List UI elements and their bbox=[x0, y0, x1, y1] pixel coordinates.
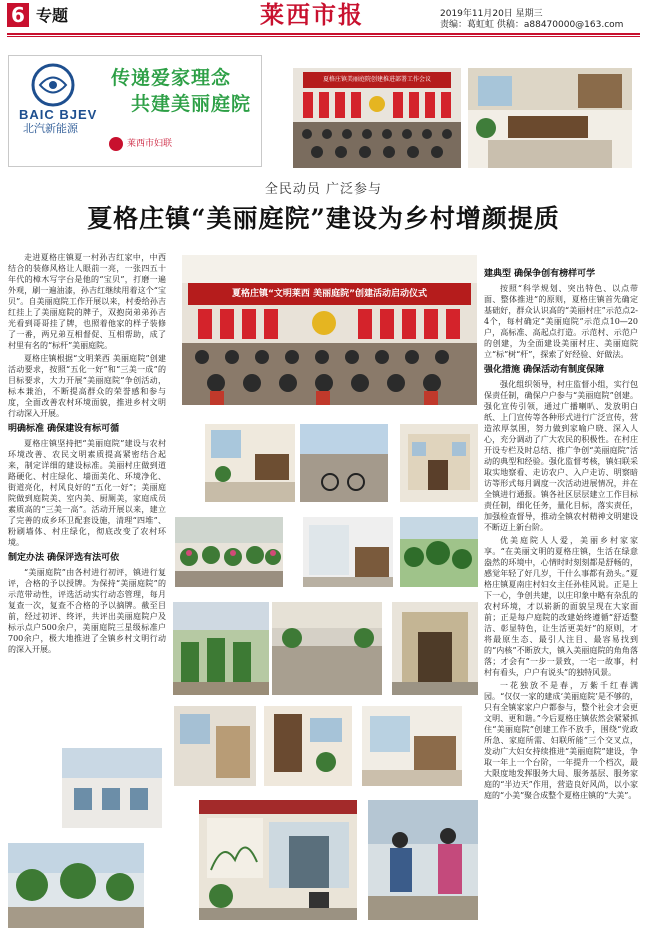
courtyard-photo-top bbox=[468, 68, 632, 168]
header-rule-thin bbox=[7, 36, 640, 37]
volunteers-photo bbox=[368, 800, 478, 920]
flower-pots-photo bbox=[175, 517, 283, 587]
launch-ceremony-photo bbox=[182, 255, 477, 405]
painted-wall-courtyard-photo bbox=[199, 800, 357, 920]
page-number: 6 bbox=[7, 3, 29, 27]
kitchen-photo bbox=[303, 517, 393, 587]
section-title: 专题 bbox=[36, 6, 69, 25]
paragraph: 按照“科学规划、突出特色、以点带面、整体推进”的原则，夏格庄镇首先确定基础好，群众认识高的“美丽村庄”示范点2-4个，每村确定“美丽庭院”示范点10—20户，高标准、高起点打造。示范村、示范户的创建，为全面建设美丽村庄、美丽庭院立“标”树“杆”，探索了好经验、好做法。 bbox=[484, 284, 638, 359]
paragraph: 优美庭院人人爱，美丽乡村家家享。“在美丽文明的夏格庄镇，生活在绿意盎然的环境中，心情时时刻刻都是舒畅的，感觉年轻了好几岁，干什么事都有劲头。”夏格庄镇夏南庄村妇女主任孙桂风说。正是上下一心，争创共建，以庄印象中略有杂乱的农村环境，才以崭新的面貌呈现在大家面前；正是每户庭院的改建始终遵循“舒适整洁、彰显特色，让生活更美好”的原则，才将最原生态、最引人注目、最容易找到的“内核”不断放大，镇入美丽庭院的角角落落；才会有“一步一景致，一宅一故事，村村有看头，户户有说头”的独特风景。 bbox=[484, 536, 638, 677]
ad-slogan-line1: 传递爱家理念 bbox=[111, 67, 232, 89]
brand-subname: 北汽新能源 bbox=[23, 123, 78, 135]
baic-logo-icon bbox=[23, 62, 83, 108]
white-house-photo bbox=[62, 748, 162, 828]
masthead: 莱西市报 bbox=[260, 0, 364, 29]
stairs-photo bbox=[174, 706, 256, 786]
gate-photo bbox=[392, 602, 478, 695]
issue-date: 2019年11月20日 星期三 bbox=[440, 9, 543, 19]
paragraph: 夏格庄镇根据“文明莱西 美丽庭院”创建活动要求，按照“五化一好”和“三美一成”的目标要求，大力开展“美丽庭院”争创活动，标本兼治，不断提高群众的荣誉感和参与度，全面改善农村环境面貌，推进乡村文明行动深入开展。 bbox=[8, 354, 166, 418]
paragraph: 夏格庄镇坚持把“美丽庭院”建设与农村环境改善、农民文明素质提高紧密结合起来，制定详细的建设标准。美丽村庄做到道路硬化、村庄绿化、墙面美化、环境净化、街道亮化，村风良好的“五化一好”；美丽庭院做到庭院美、室内美、厨厕美，家庭成员素质高的“三美一高”。活动开展以来，建立了完善的成乡环卫配套设施，清理“四堆”、粉刷墙体、村庄绿化，彻底改变了农村环境。 bbox=[8, 439, 166, 547]
vegetable-garden-photo bbox=[173, 602, 269, 695]
header-rule bbox=[7, 33, 640, 35]
meeting-banner-text-small: 夏格庄镇美丽庭院创建推进部署工作会议 bbox=[322, 76, 431, 83]
brand-name: BAIC BJEV bbox=[19, 107, 98, 122]
article-headline: 夏格庄镇“美丽庭院”建设为乡村增颜提质 bbox=[87, 204, 560, 233]
meeting-banner-text-large: 夏格庄镇“文明莱西 美丽庭院”创建活动启动仪式 bbox=[232, 289, 427, 299]
bedroom-photo bbox=[362, 706, 462, 786]
subheading: 制定办法 确保评选有法可依 bbox=[8, 553, 120, 563]
paragraph: “美丽庭院”由各村进行初评，镇进行复评，合格的予以授牌。为保持“美丽庭院”的示范带动性，评选活动实行动态管理，每月复查一次，复查不合格的予以摘牌。截至目前，经过初评、终评，共评出美丽庭院户及标示点户500余户，美丽庭院三星级标准户700余户，极大地推进了全镇乡村文明行动的深入开展。 bbox=[8, 568, 166, 654]
trees-yard-photo bbox=[8, 843, 144, 928]
meeting-photo-small bbox=[293, 68, 461, 168]
article-column-3 bbox=[484, 264, 638, 803]
ad-banner bbox=[8, 55, 262, 167]
ad-slogan-line2: 共建美丽庭院 bbox=[131, 93, 252, 115]
green-garden-photo bbox=[400, 517, 478, 587]
doorway-photo bbox=[264, 706, 352, 786]
article-kicker: 全民动员 广泛参与 bbox=[264, 182, 383, 197]
paved-courtyard-photo bbox=[272, 602, 382, 695]
issue-editor: 责编：葛虹虹 供稿：a88470000@163.com bbox=[440, 20, 624, 30]
yard-bicycle-photo bbox=[300, 424, 388, 502]
subheading: 明确标准 确保建设有标可循 bbox=[8, 424, 120, 434]
subheading: 强化措施 确保活动有制度保障 bbox=[484, 365, 605, 375]
living-room-photo bbox=[205, 424, 295, 502]
subheading: 建典型 确保争创有榜样可学 bbox=[484, 269, 596, 279]
paragraph: 强化组织领导，村庄监督小组，实行包保责任制，确保户户参与“美丽庭院”创建。强化宣传引领，通过广播喇叭、发放明白纸、上门宣传等各种形式进行广泛宣传，营造浓厚氛围，努力做到家喻户晓、深入人心，充分调动了广大农民的积极性。在村庄开设专栏及时总结、推广争创“美丽庭院”活动的典型和经验。强化监督考核，镇妇联采取实地察看、走访农户、入户走访、明察暗访等形式每月调度一次活动进展情况，并在全镇进行通报。镇各社区层层建立工作目标责任制，细化任务，量化目标，落实责任，加强检查督导，推动全镇农村精神文明建设不断迈上新台阶。 bbox=[484, 380, 638, 532]
article-column-1 bbox=[8, 252, 166, 657]
paragraph: 走进夏格庄镇夏一村孙吉红家中，中西结合的装修风格让人眼前一亮，一张四五十年代的樟木写字台是他的“宝贝”，打磨一遍外观，刷一遍油漆，孙吉红继续用着这个“宝贝”。自美丽庭院工作开展以来，村委给孙吉红挂上了美丽庭院的牌子，双抱岗弟弟孙吉光看到哥哥挂了牌，也照着他家的样子装修了一番，两兄弟互相督促、互相帮助，成了村里有名的“标杆”美丽庭院。 bbox=[8, 253, 166, 350]
house-facade-photo bbox=[400, 424, 478, 502]
womens-federation-name: 莱西市妇联 bbox=[127, 139, 173, 149]
issue-info bbox=[440, 9, 623, 31]
womens-federation-icon bbox=[109, 137, 123, 151]
paragraph: 一花独放不是春，万紫千红春满园。“仅仅一家的建成‘美丽庭院’是不够的，只有全镇家家户户都参与，整个社会才会更文明、更和谐。”今后夏格庄镇依然会紧紧抓住“美丽庭院”创建工作不放手，围绕“党政所急、家庭所需、妇联所能”三个交叉点，发动广大妇女持续推进“美丽庭院”建设，争取一年上一个台阶，一年提升一个档次，最大限度地发挥服务大局、服务基层、服务家庭的“半边天”作用，营造良好风尚，以小家庭的“小美”聚合成整个夏格庄镇的“大美”。 bbox=[484, 681, 638, 800]
